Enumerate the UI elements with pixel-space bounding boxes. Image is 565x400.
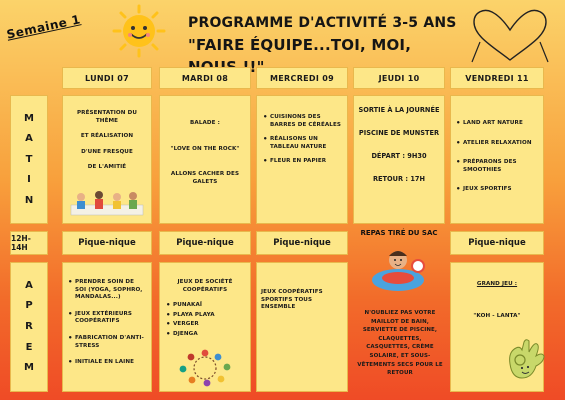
activity-line: DÉPART : 9H30 [371,152,427,160]
day-header-tuesday: MARDI 08 [159,67,251,89]
day-header-thursday: JEUDI 10 [353,67,445,89]
grand-jeu-label: GRAND JEU : [476,281,518,287]
noon-tuesday: Pique-nique [159,231,251,255]
game-item: • PLAYA PLAYA [166,312,244,320]
activity-item: • LAND ART NATURE [456,120,538,128]
heart-hands-icon [462,2,558,64]
afternoon-letter: M [24,362,34,374]
pool-kid-icon [368,242,428,294]
afternoon-wednesday [256,262,348,392]
day-header-monday: LUNDI 07 [62,67,152,89]
morning-side-label [10,95,48,224]
kids-drawing-icon [69,185,145,219]
morning-friday [450,95,544,224]
morning-thursday [353,95,445,224]
grand-jeu-name: "KOH - LANTA" [473,312,521,319]
afternoon-thursday-note: N'OUBLIEZ PAS VOTRE MAILLOT DE BAIN, SERVIETTE DE PISCINE, CLAQUETTES, CASQUETTES, CRÈME SOLAIRE, ET SOUS-VÊTEMENTS SECS POUR LE RETOUR [357,310,443,377]
noon-wednesday: Pique-nique [256,231,348,255]
activity-line: JEUX COOPÉRATIFS [261,289,323,295]
game-item: • DJENGA [166,331,244,339]
noon-side-label: 12H-14H [10,231,48,255]
kids-circle-icon [177,349,233,387]
activity-line: PRÉSENTATION DU THÈME [76,110,137,124]
activity-title: JEUX DE SOCIÉTÉ COOPÉRATIFS [177,279,233,293]
activity-item: • JEUX EXTÉRIEURS COOPÉRATIFS [68,311,146,326]
activity-item: • FLEUR EN PAPIER [263,158,341,166]
activity-item: • ATELIER RELAXATION [456,140,538,148]
activity-item: • RÉALISONS UN TABLEAU NATURE [263,136,341,151]
activity-line: SORTIE À LA JOURNÉE [358,106,440,114]
afternoon-letter: A [25,279,33,291]
activity-line: RETOUR : 17H [372,175,426,183]
morning-letter: N [24,194,34,206]
afternoon-tuesday [159,262,251,392]
ok-hand-icon [500,334,550,384]
activity-item: • JEUX SPORTIFS [456,186,538,194]
morning-letter: T [25,153,33,165]
activity-line: SPORTIFS TOUS ENSEMBLE [261,296,313,311]
activity-line: ET RÉALISATION [80,133,134,140]
day-header-wednesday: MERCREDI 09 [256,67,348,89]
activity-item: • PRENDRE SOIN DE SOI (YOGA, SOPHRO, MANDALAS...) [68,279,146,302]
activity-line: BALADE : [190,120,220,126]
noon-thursday: REPAS TIRÉ DU SAC [360,229,438,237]
afternoon-letter: E [25,341,33,353]
activity-item: • PRÉPARONS DES SMOOTHIES [456,159,538,174]
morning-tuesday [159,95,251,224]
day-header-friday: VENDREDI 11 [450,67,544,89]
afternoon-letter: P [25,300,33,312]
activity-line: D'UNE FRESQUE [81,148,133,155]
game-item: • VERGER [166,321,244,329]
afternoon-side-label [10,262,48,392]
activity-item: • CUISINONS DES BARRES DE CÉRÉALES [263,114,341,129]
activity-item: • INITIALE EN LAINE [68,359,146,367]
activity-line: "LOVE ON THE ROCK" [170,145,240,152]
afternoon-monday [62,262,152,392]
morning-letter: A [25,133,33,144]
activity-line: DE L'AMITIÉ [87,164,127,171]
title-line-2: "FAIRE ÉQUIPE...TOI, MOI, !!" [188,36,412,76]
morning-wednesday [256,95,348,224]
morning-monday [62,95,152,224]
sun-icon [112,4,166,58]
morning-letter: M [24,112,34,124]
activity-line: PISCINE DE MUNSTER [358,129,440,137]
activity-item: • FABRICATION D'ANTI-STRESS [68,335,146,350]
noon-monday: Pique-nique [62,231,152,255]
morning-letter: I [27,174,31,185]
game-item: • PUNAKAÏ [166,302,244,310]
title-line-1: PROGRAMME D'ACTIVITÉ 3-5 ANS [188,15,457,31]
activity-line: ALLONS CACHER DES GALETS [170,171,240,185]
afternoon-letter: R [25,320,33,332]
noon-friday: Pique-nique [450,231,544,255]
week-label: Semaine 1 [5,12,82,42]
